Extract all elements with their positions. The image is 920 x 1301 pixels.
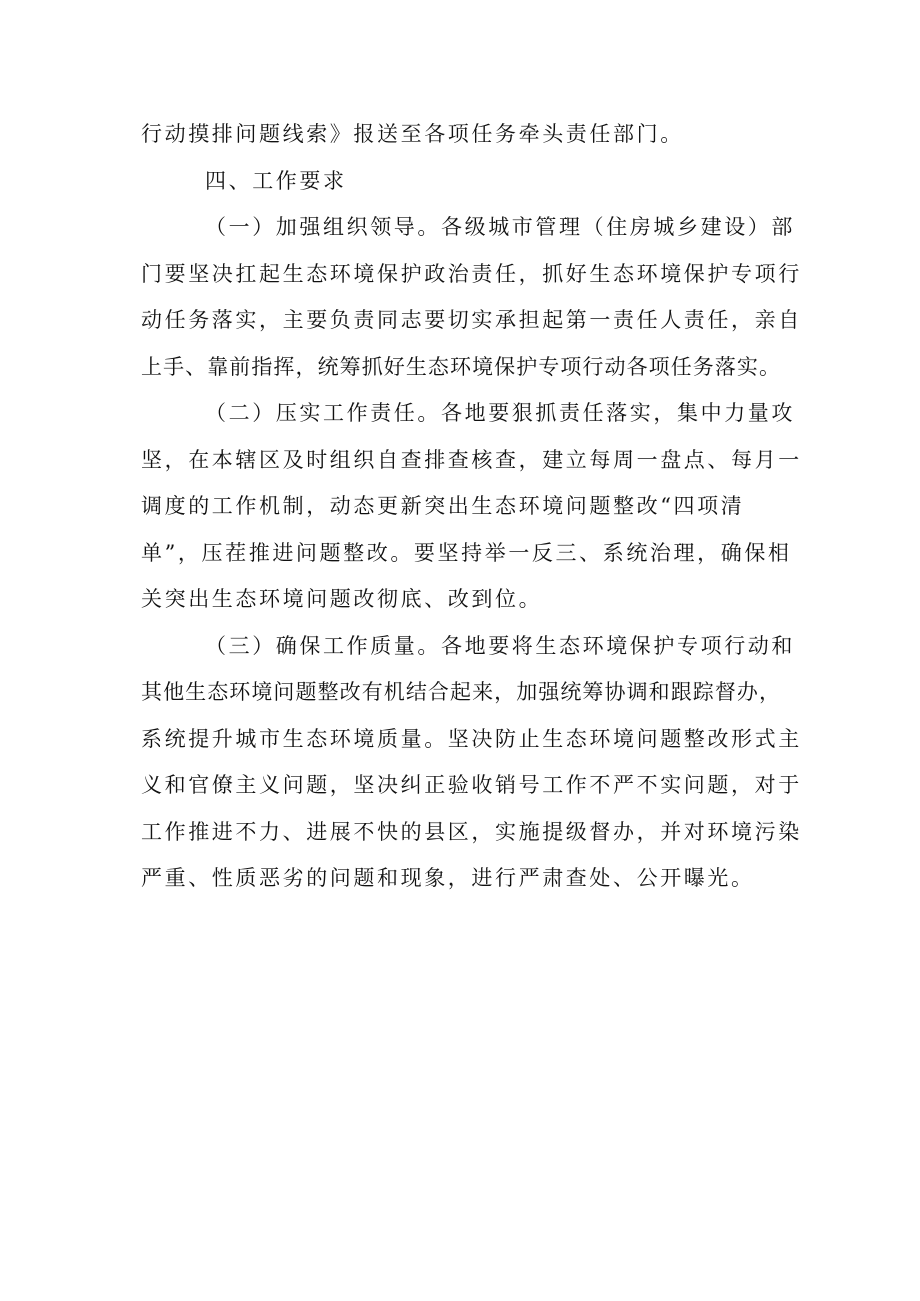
paragraph-line: 系统提升城市生态环境质量。坚决防止生态环境问题整改形式主 [141,726,802,751]
paragraph-line: 关突出生态环境问题改彻底、改到位。 [141,587,543,611]
paragraph-line: 行动摸排问题线索》报送至各项任务牵头责任部门。 [141,122,684,146]
paragraph-line: 动任务落实，主要负责同志要切实承担起第一责任人责任，亲自 [141,308,802,332]
paragraph-line: 坚，在本辖区及时组织自查排查核查，建立每周一盘点、每月一 [141,447,802,472]
paragraph-line: （三）确保工作质量。各地要将生态环境保护专项行动和 [205,633,795,658]
paragraph-line: （一）加强组织领导。各级城市管理（住房城乡建设）部 [205,215,795,239]
paragraph-line: 调度的工作机制，动态更新突出生态环境问题整改“四项清 [141,494,745,518]
paragraph-line: 单”，压茬推进问题整改。要坚持举一反三、系统治理，确保相 [141,540,792,565]
paragraph-line: 义和官僚主义问题，坚决纠正验收销号工作不严不实问题，对于 [141,773,802,797]
paragraph-line: 严重、性质恶劣的问题和现象，进行严肃查处、公开曝光。 [141,866,755,890]
paragraph-line: 其他生态环境问题整改有机结合起来，加强统筹协调和跟踪督办， [141,680,781,704]
paragraph-line: 工作推进不力、进展不快的县区，实施提级督办，并对环境污染 [141,819,802,844]
document-body [141,114,802,905]
paragraph-line: （二）压实工作责任。各地要狠抓责任落实，集中力量攻 [205,401,795,425]
section-heading: 四、工作要求 [205,168,347,193]
paragraph-line: 上手、靠前指挥，统筹抓好生态环境保护专项行动各项任务落实。 [141,354,781,379]
paragraph-line: 门要坚决扛起生态环境保护政治责任，抓好生态环境保护专项行 [141,261,802,286]
